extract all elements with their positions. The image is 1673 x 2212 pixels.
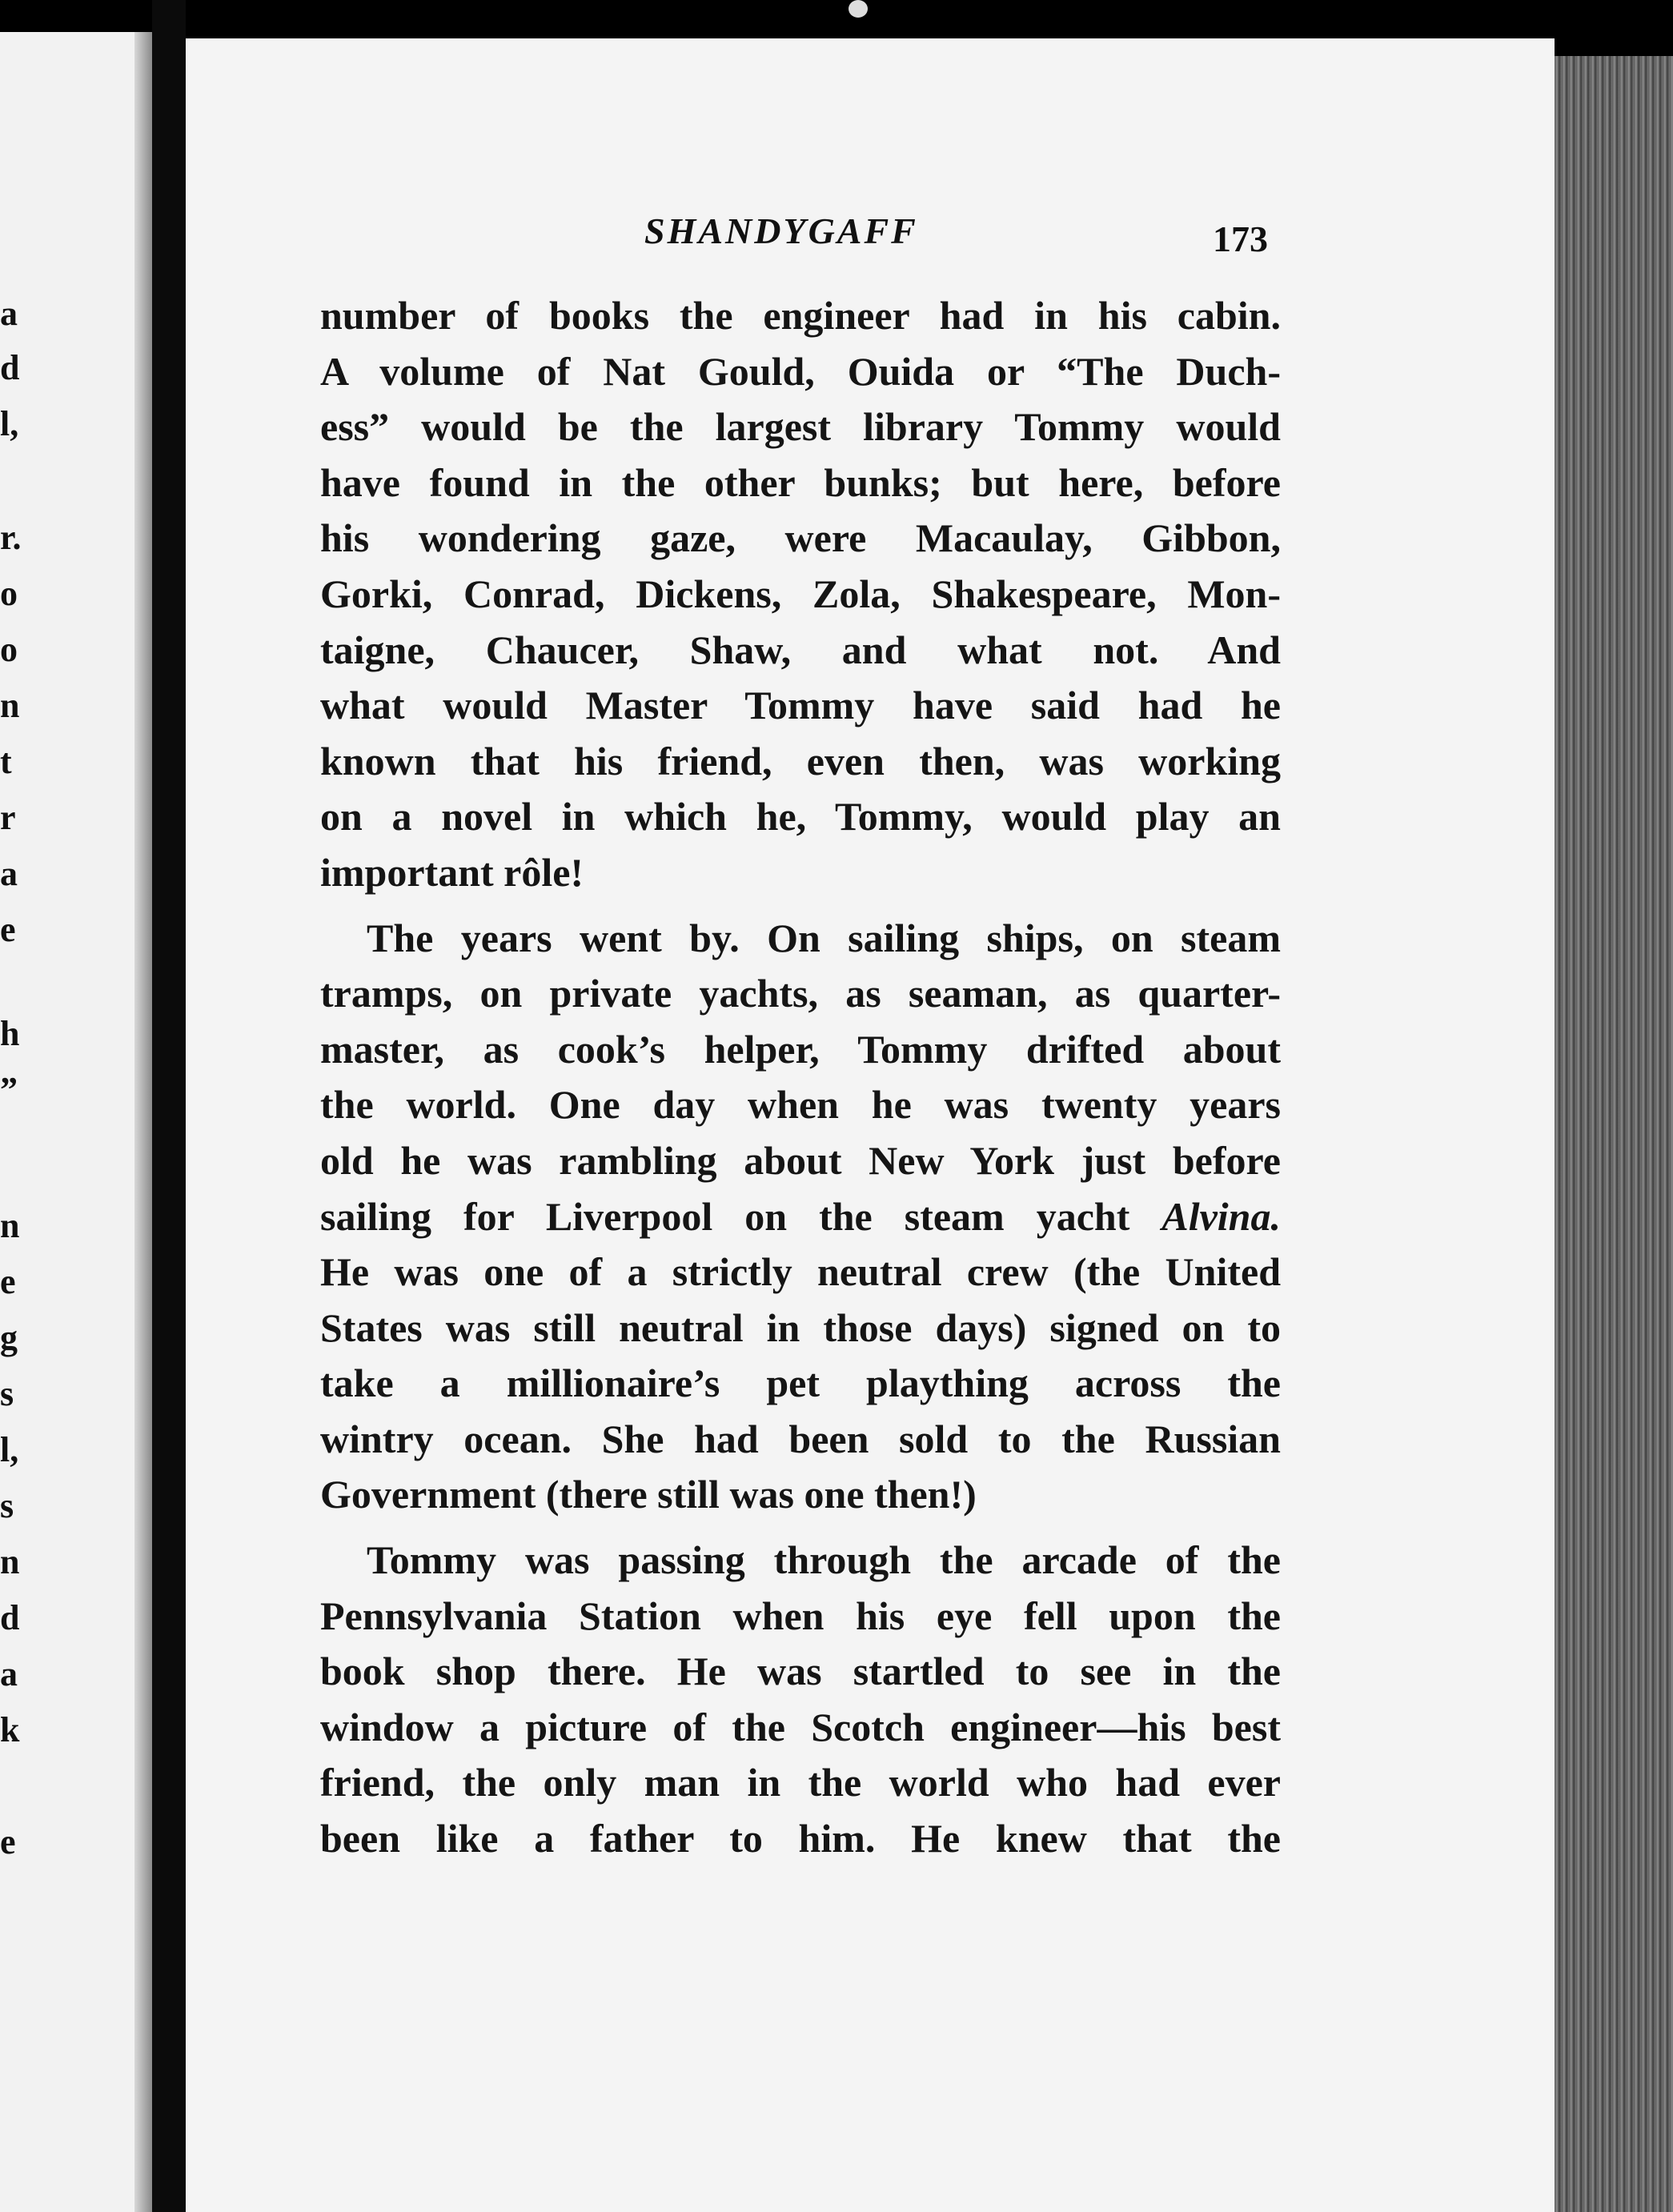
facing-page-fragment: n [0,1206,20,1245]
facing-page-fragment: l, [0,1430,19,1469]
text-line: have found in the other bunks; but here, before [320,459,1281,505]
facing-page-fragment: e [0,1262,16,1301]
text-line [320,1189,1281,1245]
text-line: the world. One day when he was twenty years [320,1082,1281,1128]
page-edge-stack [1555,56,1673,2212]
facing-page-fragment: n [0,1542,20,1581]
facing-page-fragment: k [0,1710,20,1749]
text-line: number of books the engineer had in his cabin. [320,293,1281,338]
book-binding [152,0,186,2212]
facing-page-fragment: r. [0,518,22,557]
page-gutter-shadow [134,32,152,2212]
ship-name: Alvina. [1161,1193,1281,1239]
text-line: Pennsylvania Station when his eye fell upon the [320,1593,1281,1638]
facing-page [0,32,152,2212]
facing-page-fragment: h [0,1014,20,1053]
facing-page-fragment: o [0,574,18,613]
paragraph-start-line: Tommy was passing through the arcade of the [367,1537,1281,1583]
facing-page-fragment: o [0,630,18,669]
text-line: his wondering gaze, were Macaulay, Gibbon, [320,515,1281,561]
text-line: old he was rambling about New York just before [320,1137,1281,1183]
facing-page-fragment: t [0,742,12,781]
text-line: window a picture of the Scotch engineer—his best [320,1704,1281,1749]
page-body-text [320,288,1281,1867]
facing-page-fragment: e [0,1822,16,1861]
text-line: friend, the only man in the world who had ever [320,1760,1281,1805]
text-line: Government (there still was one then!) [320,1472,977,1517]
running-title: SHANDYGAFF [644,210,918,251]
text-line: States was still neutral in those days) signed on to [320,1304,1281,1350]
text-line: ess” would be the largest library Tommy would [320,404,1281,450]
facing-page-fragment: s [0,1374,14,1413]
facing-page-fragment: n [0,686,20,725]
facing-page-fragment: e [0,910,16,949]
facing-page-fragment: a [0,294,18,333]
facing-page-fragment: l, [0,404,19,443]
text-line: what would Master Tommy have said had he [320,683,1281,728]
facing-page-fragment: d [0,1598,20,1637]
text-line: master, as cook’s helper, Tommy drifted about [320,1026,1281,1072]
text-line: tramps, on private yachts, as seaman, as quarter- [320,971,1281,1016]
scan-smudge [849,0,868,18]
text-line: take a millionaire’s pet plaything across the [320,1360,1281,1406]
facing-page-fragment: r [0,798,16,837]
facing-page-fragment: d [0,348,20,387]
facing-page-fragment: a [0,854,18,893]
facing-page-fragment: g [0,1318,18,1357]
text-line: Gorki, Conrad, Dickens, Zola, Shakespeare, Mon- [320,571,1281,616]
paragraph-start-line: The years went by. On sailing ships, on steam [367,915,1281,960]
text-line: been like a father to him. He knew that the [320,1816,1281,1861]
text-line: known that his friend, even then, was working [320,738,1281,783]
facing-page-fragment: ” [0,1070,18,1109]
page-number: 173 [1213,218,1268,259]
text-line: on a novel in which he, Tommy, would play an [320,794,1281,840]
facing-page-fragment: a [0,1654,18,1693]
facing-page-fragment: s [0,1486,14,1525]
text-line-segment: sailing for Liverpool on the steam yacht [320,1193,1162,1239]
text-line: important rôle! [320,849,584,895]
text-line: He was one of a strictly neutral crew (the United [320,1249,1281,1295]
text-line: book shop there. He was startled to see in the [320,1649,1281,1694]
text-line: taigne, Chaucer, Shaw, and what not. And [320,627,1281,672]
text-line: wintry ocean. She had been sold to the Russian [320,1416,1281,1461]
text-line: A volume of Nat Gould, Ouida or “The Duch- [320,348,1281,394]
